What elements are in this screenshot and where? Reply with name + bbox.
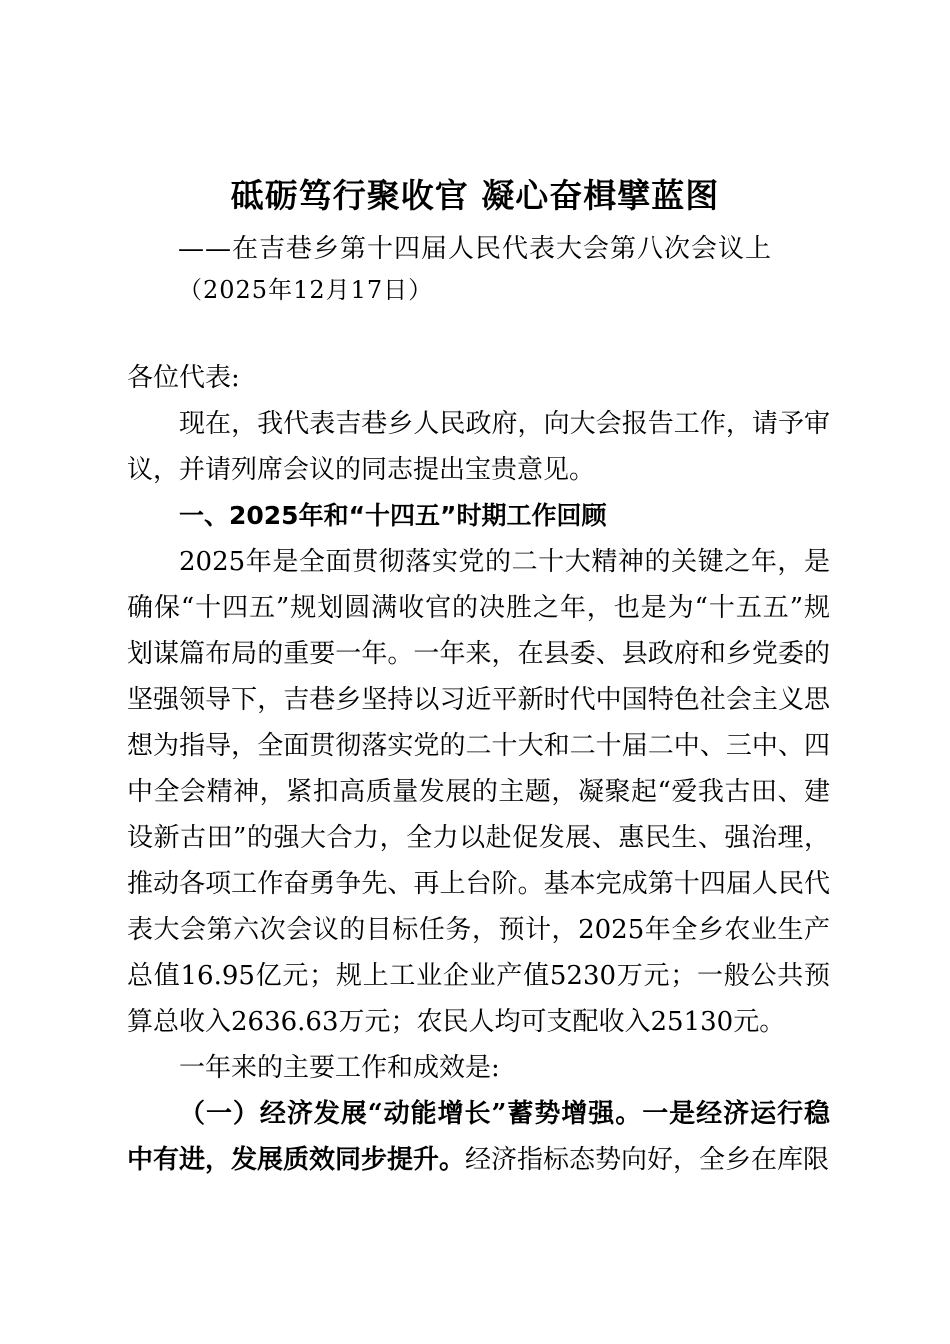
salutation: 各位代表: [127,363,240,393]
main-work-paragraph: 一年来的主要工作和成效是: [179,1053,500,1083]
document-subtitle: ——在吉巷乡第十四届人民代表大会第八次会议上 [178,234,773,264]
document-body [127,355,830,1183]
subsection-heading: （一）经济发展“动能增长”蓄势增强。一是经济运行稳中有进，发展质效同步提升。 [127,1099,830,1175]
section-heading: 一、2025年和“十四五”时期工作回顾 [179,501,607,530]
document-title: 砥砺笃行聚收官 凝心奋楫擘蓝图 [230,176,720,215]
subsection-paragraph [127,1091,830,1183]
document-date: （2025年12月17日） [178,276,434,304]
review-paragraph: 2025年是全面贯彻落实党的二十大精神的关键之年，是确保“十四五”规划圆满收官的决胜之年，也是为“十五五”规划谋篇布局的重要一年。一年来，在县委、县政府和乡党委的坚强领导下，吉巷乡坚持以习近平新时代中国特色社会主义思想为指导，全面贯彻落实党的二十大和二十届二中、三中、四中全会精神，紧扣高质量发展的主题，凝聚起“爱我古田、建设新古田”的强大合力，全力以赴促发展、惠民生、强治理，推动各项工作奋勇争先、再上台阶。基本完成第十四届人民代表大会第六次会议的目标任务，预计，2025年全乡农业生产总值16.95亿元；规上工业企业产值5230万元；一般公共预算总收入2636.63万元；农民人均可支配收入25130元。 [127,547,830,1037]
intro-paragraph: 现在，我代表吉巷乡人民政府，向大会报告工作，请予审议，并请列席会议的同志提出宝贵意见。 [127,409,830,485]
subsection-text: 经济指标态势向好，全乡在库限 [465,1145,830,1175]
